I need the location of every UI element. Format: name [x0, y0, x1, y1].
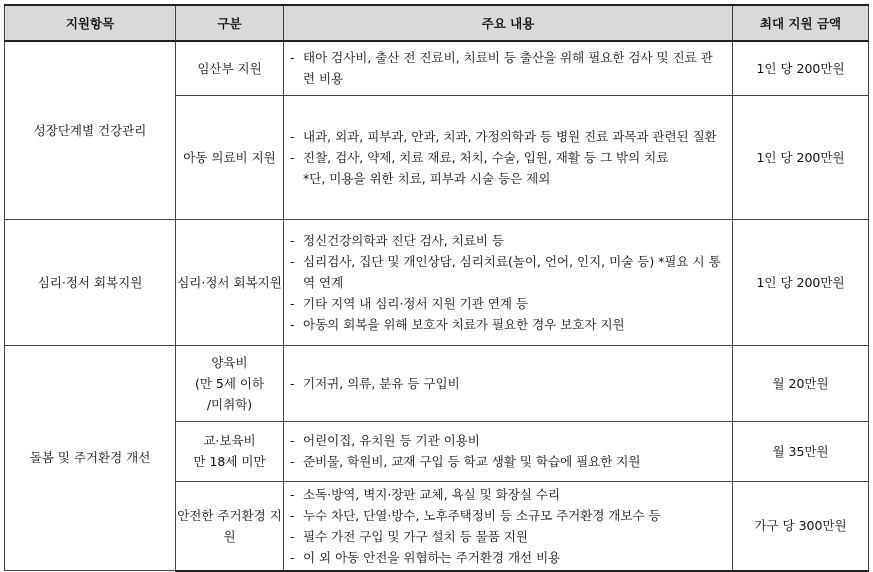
- subcategory-cell: 아동 의료비 지원: [176, 95, 284, 219]
- list-item: - 심리검사, 집단 및 개인상담, 심리치료(놀이, 언어, 인지, 미술 등) *필요 시 통역 연계: [290, 253, 721, 290]
- subcategory-cell: 양육비 (만 5세 이하 /미취학): [176, 345, 284, 421]
- table-row: [5, 41, 869, 95]
- header-max-amount: 최대 지원 금액: [733, 5, 869, 41]
- amount-cell: 월 20만원: [733, 345, 869, 421]
- subcategory-cell: 임산부 지원: [176, 41, 284, 95]
- content-cell: [284, 41, 733, 95]
- list-item: - 기타 지역 내 심리·정서 지원 기관 연계 등: [290, 295, 528, 311]
- list-item: - 이 외 아동 안전을 위협하는 주거환경 개선 비용: [290, 549, 561, 565]
- content-cell: [284, 95, 733, 219]
- list-item: - 누수 차단, 단열·방수, 노후주택정비 등 소규모 주거환경 개보수 등: [290, 507, 661, 523]
- list-item: - 준비물, 학원비, 교재 구입 등 학교 생활 및 학습에 필요한 지원: [290, 454, 641, 469]
- amount-cell: 1인 당 200만원: [733, 95, 869, 219]
- table-row: [5, 345, 869, 421]
- header-main-content: 주요 내용: [284, 5, 733, 41]
- subcategory-cell: 심리·정서 회복지원: [176, 219, 284, 345]
- table-row: [5, 219, 869, 345]
- note-text: *단, 미용을 위한 치료, 피부과 시술 등은 제외: [303, 170, 551, 186]
- amount-cell: 가구 당 300만원: [733, 481, 869, 571]
- header-support-item: 지원항목: [5, 5, 176, 41]
- list-item: - 기저귀, 의류, 분유 등 구입비: [290, 375, 460, 391]
- category-cell: 성장단계별 건강관리: [5, 41, 176, 219]
- category-cell: 심리·정서 회복지원: [5, 219, 176, 345]
- content-cell: [284, 421, 733, 481]
- list-item: - 정신건강의학과 진단 검사, 치료비 등: [290, 232, 504, 248]
- content-cell: [284, 345, 733, 421]
- list-item: - 소독·방역, 벽지·장판 교체, 욕실 및 화장실 수리: [290, 486, 561, 502]
- list-item: - 내과, 외과, 피부과, 안과, 치과, 가정의학과 등 병원 진료 과목과 관련된 질환: [290, 128, 717, 144]
- category-cell: 돌봄 및 주거환경 개선: [5, 345, 176, 571]
- content-cell: [284, 219, 733, 345]
- support-table: [4, 4, 869, 572]
- content-cell: [284, 481, 733, 571]
- list-item: - 진찰, 검사, 약제, 치료 재료, 처치, 수술, 입원, 재활 등 그 밖의 치료: [290, 149, 669, 165]
- amount-cell: 월 35만원: [733, 421, 869, 481]
- list-item: - 태아 검사비, 출산 전 진료비, 치료비 등 출산을 위해 필요한 검사 및 진료 관련 비용: [290, 50, 713, 87]
- list-item: - 어린이집, 유치원 등 기관 이용비: [290, 433, 480, 448]
- header-row: [5, 5, 869, 41]
- subcategory-cell: 안전한 주거환경 지원: [176, 481, 284, 571]
- amount-cell: 1인 당 200만원: [733, 219, 869, 345]
- subcategory-cell: 교·보육비 만 18세 미만: [176, 421, 284, 481]
- amount-cell: 1인 당 200만원: [733, 41, 869, 95]
- header-category: 구분: [176, 5, 284, 41]
- list-item: - 아동의 회복을 위해 보호자 치료가 필요한 경우 보호자 지원: [290, 316, 625, 332]
- list-item: - 필수 가전 구입 및 가구 설치 등 물품 지원: [290, 528, 528, 544]
